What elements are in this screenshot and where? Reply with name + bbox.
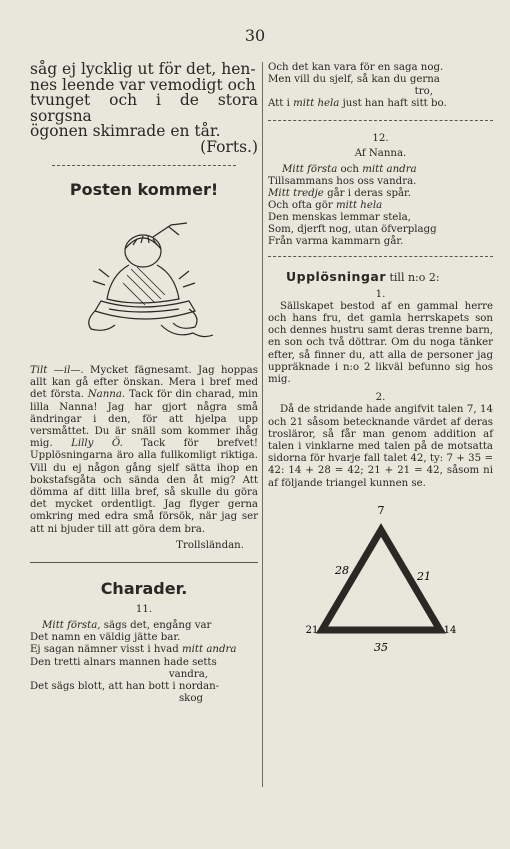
poem-line: Mitt tredje går i deras spår.: [268, 187, 412, 199]
solution-number: 2.: [375, 392, 386, 404]
upplosningar-heading: Upplösningar till n:o 2:: [286, 269, 440, 285]
continued-note: (Forts.): [200, 137, 258, 156]
charad-author: Af Nanna.: [354, 147, 407, 159]
story-line: tvunget och i de stora sorgsna: [30, 91, 258, 125]
triangle-top-label: 7: [377, 503, 384, 517]
charad-number: 11.: [135, 604, 153, 616]
triangle-right-label: 21: [416, 569, 431, 583]
letter-text: Tack för brefvet! Upplösningarna äro alla fullkomligt riktiga. Vill du ej någon gång sjelf sätta ihop en bokstafsgåta och sända den åt mig? Att dömma af ditt lilla bref, så skulle du göra det mycket ordentligt. Jag flyger gerna omkring med edra små försök, när jag ser att ni bjuder till att göra dem bra.: [30, 438, 258, 535]
letter-signature: Trollsländan.: [176, 539, 244, 551]
charad-line: Det namn en väldig jätte bar.: [30, 632, 181, 644]
letter-name: Lilly Ö.: [71, 438, 123, 450]
poem-line: Den menskas lemmar stela,: [268, 212, 411, 224]
section-divider: [268, 120, 493, 121]
column-divider: [262, 62, 263, 787]
charad-line: Det sägs blott, att han bott i nordan-: [30, 680, 220, 692]
charad-11: [30, 620, 258, 705]
number-triangle: [296, 498, 466, 658]
charader-heading: Charader.: [100, 579, 188, 599]
right-column: [268, 62, 493, 658]
letter-salutation: Tilt —il—.: [30, 365, 84, 376]
poem-line: Och ofta gör mitt hela: [268, 200, 383, 212]
postman-illustration-icon: [69, 209, 219, 359]
letter-text: Tack för din charad, min lilla Nanna! Jag har gjort några små ändringar i den, för att hjelpa upp versmåttet. Du är snäll som kommer ihåg mig.: [30, 389, 258, 450]
posten-heading: Posten kommer!: [69, 180, 219, 199]
left-column: [30, 62, 258, 705]
section-divider: [52, 165, 236, 166]
charad-number: 12.: [372, 133, 389, 145]
mailbox-letter: [30, 365, 258, 536]
triangle-bottom-label: 35: [373, 640, 388, 654]
solution-text: Då de stridande hade angifvit talen 7, 14 och 21 såsom betecknande värdet af deras trosläror, så får man genom addition af talen i vinklarne med talen på de motsatta sidorna för hvarje fall talet 42, ty: 7 + 35 = 42: 14 + 28 = 42; 21 + 21 = 42, såsom ni af följande triangel kunnen se.: [268, 404, 493, 489]
poem-line: Men vill du sjelf, så kan du gerna: [268, 74, 440, 86]
poem-line: Tillsammans hos oss vandra.: [268, 175, 417, 187]
charad-line: Ej sagan nämner visst i hvad mitt andra: [30, 644, 237, 656]
page-number: 30: [244, 26, 266, 45]
solution-text: Sällskapet bestod af en gammal herre och hans fru, det gamla herrskapets son och dennes hustru samt deras trenne barn, en son och två döttrar. Om du noga tänker efter, så finner du, att alla de personer jag uppräknade i n:o 2 likväl befunno sig hos mig.: [268, 300, 493, 386]
charad-line: skog: [178, 692, 203, 704]
charad-12: [268, 164, 493, 249]
poem-line: Att i mitt hela just han haft sitt bo.: [268, 98, 447, 110]
poem-line: Mitt första och mitt andra: [282, 163, 417, 175]
story-line: såg ej lycklig ut för det, hen-: [30, 60, 256, 78]
story-ending: [30, 62, 258, 155]
charad-line: Mitt första, sägs det, engång var: [42, 620, 212, 632]
poem-line: tro,: [414, 86, 433, 98]
section-divider: [30, 562, 258, 563]
triangle-bottom-right-label: 14: [443, 624, 456, 636]
letter-name: Nanna.: [87, 389, 126, 401]
story-line: nes leende var vemodigt och: [30, 75, 256, 94]
charad-line: vandra,: [168, 668, 208, 680]
letter-text: Mycket fägnesamt. Jag hoppas allt kan gå efter önskan. Mera i bref med det första.: [30, 365, 258, 401]
triangle-left-label: 28: [334, 563, 349, 577]
poem-line: Och det kan vara för en saga nog.: [268, 62, 444, 73]
poem-line: Från varma kammarn går.: [268, 236, 404, 248]
section-divider: [268, 256, 493, 257]
story-line: ögonen skimrade en tår.: [30, 122, 221, 140]
poem-line: Som, djerft nog, utan öfverplagg: [268, 224, 437, 236]
charad-11-continued: [268, 62, 493, 110]
charad-line: Den tretti alnars mannen hade setts: [30, 656, 217, 668]
triangle-bottom-left-label: 21: [305, 624, 318, 636]
solution-number: 1.: [375, 288, 386, 300]
